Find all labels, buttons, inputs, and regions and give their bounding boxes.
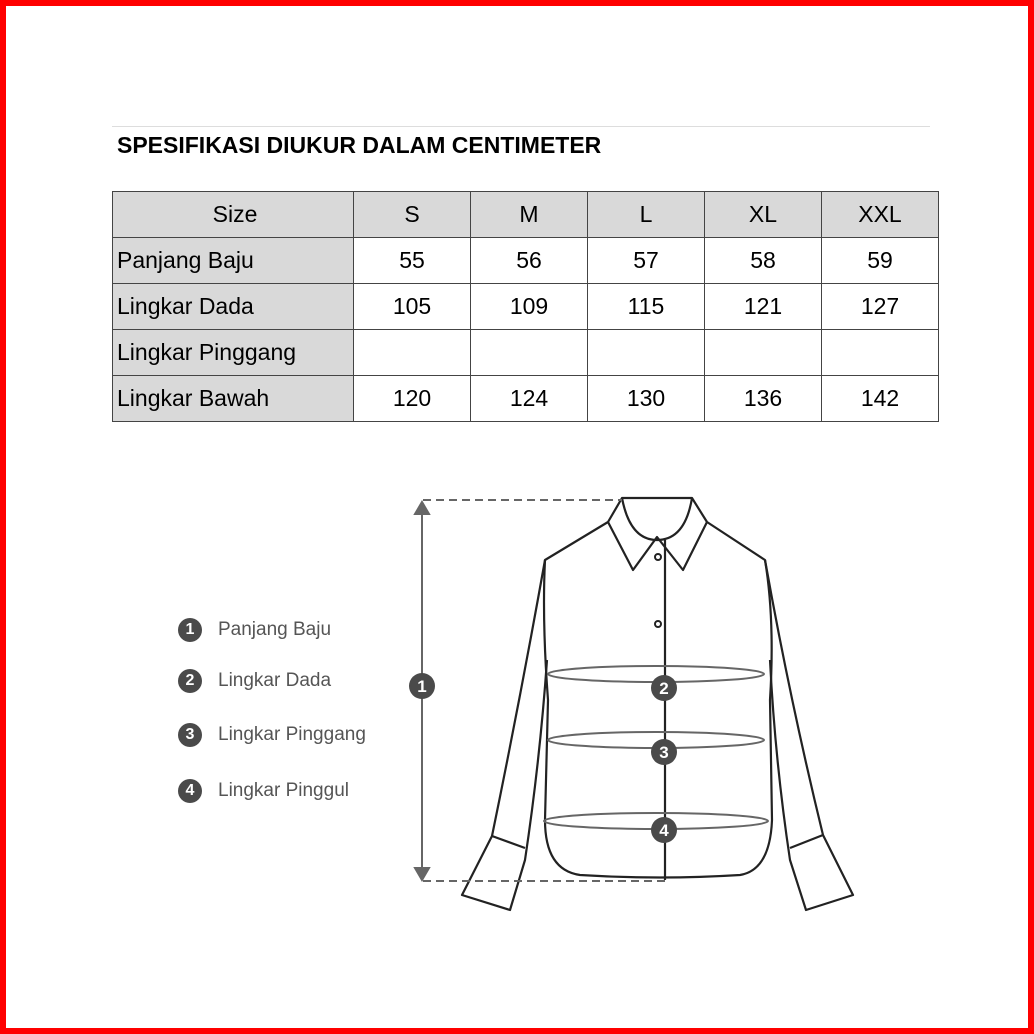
right-sleeve	[765, 560, 853, 910]
cell: 142	[822, 376, 939, 422]
legend-label: Lingkar Pinggul	[218, 780, 349, 801]
cell: 124	[471, 376, 588, 422]
cell: 55	[354, 238, 471, 284]
cell: 120	[354, 376, 471, 422]
cell: 130	[588, 376, 705, 422]
header-cell: XXL	[822, 192, 939, 238]
marker-label: 4	[659, 821, 669, 840]
marker-label: 3	[659, 743, 669, 762]
row-label: Lingkar Pinggang	[113, 330, 354, 376]
row-label: Panjang Baju	[113, 238, 354, 284]
cell: 105	[354, 284, 471, 330]
marker-label: 2	[659, 679, 669, 698]
cell: 57	[588, 238, 705, 284]
header-cell: XL	[705, 192, 822, 238]
row-label: Lingkar Dada	[113, 284, 354, 330]
legend-label: Panjang Baju	[218, 619, 332, 640]
cell: 109	[471, 284, 588, 330]
cell: 58	[705, 238, 822, 284]
header-cell: S	[354, 192, 471, 238]
chart-title: SPESIFIKASI DIUKUR DALAM CENTIMETER	[117, 132, 602, 158]
cell: 115	[588, 284, 705, 330]
marker-1: 1	[178, 618, 202, 642]
button	[655, 554, 661, 560]
measure-lines	[415, 500, 768, 881]
legend-label: Lingkar Dada	[218, 670, 332, 691]
cell: 127	[822, 284, 939, 330]
cell: 56	[471, 238, 588, 284]
header-cell: M	[471, 192, 588, 238]
marker-2: 2	[178, 669, 202, 693]
header-cell: L	[588, 192, 705, 238]
left-sleeve	[462, 560, 547, 910]
header-cell: Size	[113, 192, 354, 238]
marker-3: 3	[178, 723, 202, 747]
cell: 136	[705, 376, 822, 422]
marker-4: 4	[178, 779, 202, 803]
row-label: Lingkar Bawah	[113, 376, 354, 422]
button	[655, 621, 661, 627]
marker-label: 1	[417, 677, 427, 696]
legend-label: Lingkar Pinggang	[218, 724, 366, 745]
cell: 59	[822, 238, 939, 284]
cell: 121	[705, 284, 822, 330]
